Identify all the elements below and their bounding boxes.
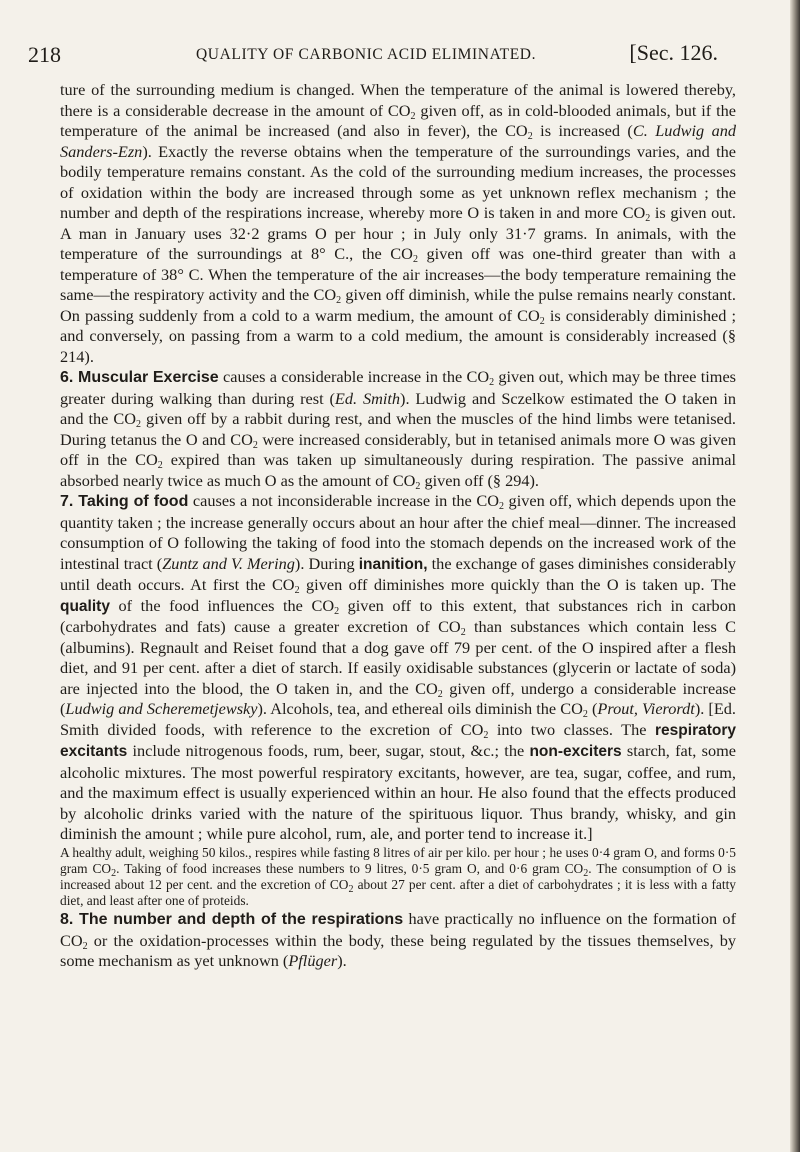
book-binding-edge: [790, 0, 800, 1152]
footnote-healthy-adult: A healthy adult, weighing 50 kilos., respires while fasting 8 litres of air per kilo. per hour ; he uses 0·4 gram O, and forms 0·5 gram $CO_2$. Taking of food increases these numbers to 9 litres, 0·5 gram O, and 0·6 gram $CO_2$. The consumption of O is increased about 12 per cent. and the excretion of $CO_2$ about 27 per cent. after a diet of carbohydrates ; it is less with a fatty diet, and least after one of proteids.: [60, 844, 737, 909]
running-title: QUALITY OF CARBONIC ACID ELIMINATED.: [196, 46, 537, 63]
paragraph-muscular-exercise: 6. Muscular Exercise causes a considerable increase in the $CO_2$ given out, which may be three times greater during walking than during rest (Ed. Smith). Ludwig and Sczelkow estimated the O taken in and the $CO_2$ given off by a rabbit during rest, and when the muscles of the hind limbs were tetanised. During tetanus the O and $CO_2$ were increased considerably, but in tetanised animals more O was given off in the $CO_2$ expired than was taken up simultaneously during respiration. The passive animal absorbed nearly twice as much O as the amount of $CO_2$ given off (§ 294).: [60, 367, 737, 492]
heading-taking-of-food: 7. Taking of food: [60, 493, 189, 510]
paragraph-temperature: ture of the surrounding medium is changed. When the temperature of the animal is lowered thereby, there is a considerable decrease in the amount of $CO_2$ given off, as in cold-blooded animals, but if the temperature of the animal be increased (and also in fever), the $CO_2$ is increased (C. Ludwig and Sanders-Ezn). Exactly the reverse obtains when the temperature of the surroundings varies, and the bodily temperature remains constant. As the cold of the surrounding medium increases, the processes of oxidation within the body are increased through some as yet unknown reflex mechanism ; the number and depth of the respirations increase, whereby more O is taken in and more $CO_2$ is given out. A man in January uses 32·2 grams O per hour ; in July only 31·7 grams. In animals, with the temperature of the surroundings at 8° C., the $CO_2$ given off was one-third greater than with a temperature of 38° C. When the temperature of the air increases—the body temperature remaining the same—the respiratory activity and the $CO_2$ given off diminish, while the pulse remains nearly constant. On passing suddenly from a cold to a warm medium, the amount of $CO_2$ is considerably diminished ; and conversely, on passing from a warm to a cold medium, the amount is considerably increased (§ 214).: [60, 80, 736, 366]
body-text: [60, 80, 736, 972]
running-header: [28, 40, 718, 70]
page-number: 218: [28, 42, 61, 67]
paragraph-taking-of-food: 7. Taking of food causes a not inconsiderable increase in the $CO_2$ given off, which depends upon the quantity taken ; the increase generally occurs about an hour after the chief meal—dinner. The increased consumption of O following the taking of food into the stomach depends on the increased work of the intestinal tract (Zuntz and V. Mering). During inanition, the exchange of gases diminishes considerably until death occurs. At first the $CO_2$ given off diminishes more quickly than the O is taken up. The quality of the food influences the $CO_2$ given off to this extent, that substances rich in carbon (carbohydrates and fats) cause a greater excretion of $CO_2$ than substances which contain less C (albumins). Regnault and Reiset found that a dog gave off 79 per cent. of the O inspired after a flesh diet, and 91 per cent. after a diet of starch. If easily oxidisable substances (glycerin or lactate of soda) are injected into the blood, the O taken in, and the $CO_2$ given off, undergo a considerable increase (Ludwig and Scheremetjewsky). Alcohols, tea, and ethereal oils diminish the $CO_2$ (Prout, Vierordt). [Ed. Smith divided foods, with reference to the excretion of $CO_2$ into two classes. The respiratory excitants include nitrogenous foods, rum, beer, sugar, stout, &c.; the non-exciters starch, fat, some alcoholic mixtures. The most powerful respiratory excitants, however, are tea, sugar, coffee, and rum, and the maximum effect is usually experienced within an hour. He also found that the effects produced by alcoholic drinks varied with the nature of the spirituous liquor. Thus brandy, whisky, and gin diminish the amount ; while pure alcohol, rum, ale, and porter tend to increase it.]: [60, 491, 737, 843]
heading-muscular-exercise: 6. Muscular Exercise: [60, 369, 219, 386]
heading-respirations: 8. The number and depth of the respirations: [60, 911, 404, 929]
section-number: [Sec. 126.: [629, 40, 718, 65]
paragraph-respirations: 8. The number and depth of the respirations have practically no influence on the formation of $CO_2$ or the oxidation-processes within the body, these being regulated by the tissues themselves, by some mechanism as yet unknown (Pflüger).: [60, 909, 736, 971]
